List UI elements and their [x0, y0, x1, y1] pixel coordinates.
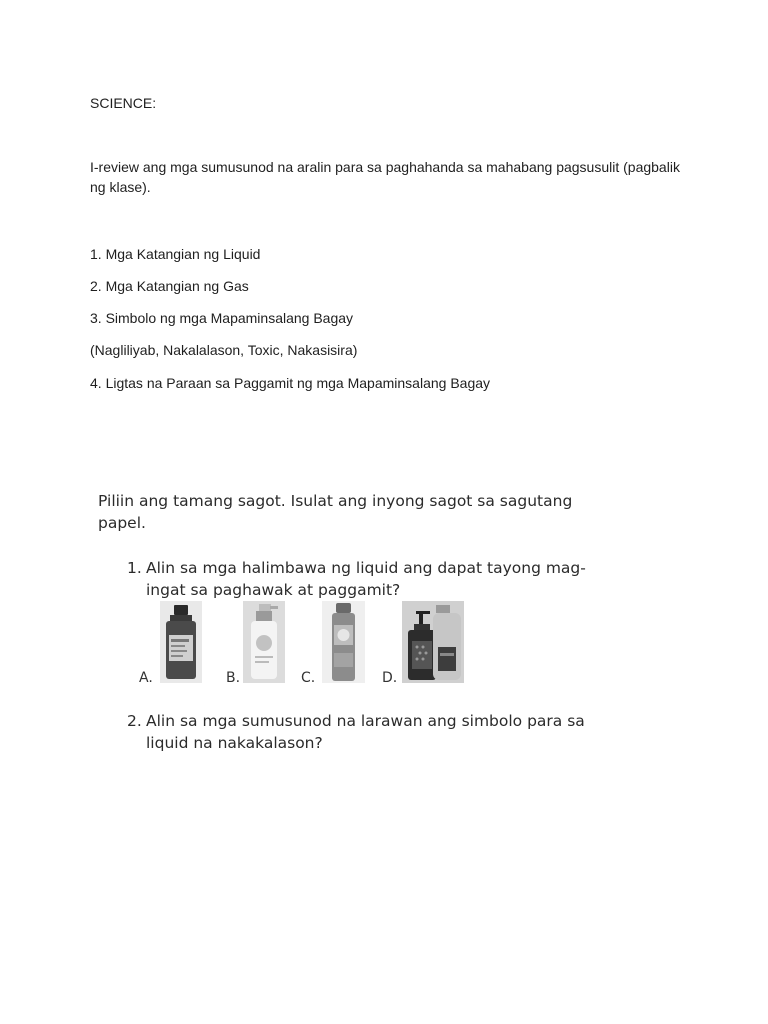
- medicine-bottle-image: [160, 601, 202, 683]
- review-instruction: I-review ang mga sumusunod na aralin para sa paghahanda sa mahabang pagsusulit (pagbalik ng klase).: [90, 159, 680, 195]
- question-number: 2.: [127, 712, 142, 730]
- choice-label-d: D.: [382, 670, 398, 686]
- choice-label-c: C.: [301, 670, 316, 686]
- spray-bottle-image: [243, 601, 285, 683]
- pump-bottle-image: [402, 601, 464, 683]
- worksheet-instruction: Piliin ang tamang sagot. Isulat ang inyong sagot sa sagutang papel.: [98, 492, 573, 532]
- topic-item: 1. Mga Katangian ng Liquid: [90, 246, 261, 262]
- question-text: Alin sa mga sumusunod na larawan ang simbolo para sa liquid na nakakalason?: [146, 712, 585, 752]
- subject-heading: SCIENCE:: [90, 95, 157, 111]
- topic-item: 3. Simbolo ng mga Mapaminsalang Bagay: [90, 310, 354, 326]
- choice-label-b: B.: [226, 670, 241, 686]
- question-text: Alin sa mga halimbawa ng liquid ang dapat tayong mag-ingat sa paghawak at paggamit?: [146, 559, 586, 599]
- question-number: 1.: [127, 559, 142, 577]
- topic-item: 4. Ligtas na Paraan sa Paggamit ng mga Mapaminsalang Bagay: [90, 375, 491, 391]
- topic-item-note: (Nagliliyab, Nakalalason, Toxic, Nakasisira): [90, 342, 358, 358]
- aerosol-can-image: [322, 601, 365, 683]
- topic-item: 2. Mga Katangian ng Gas: [90, 278, 249, 294]
- choice-label-a: A.: [139, 670, 153, 686]
